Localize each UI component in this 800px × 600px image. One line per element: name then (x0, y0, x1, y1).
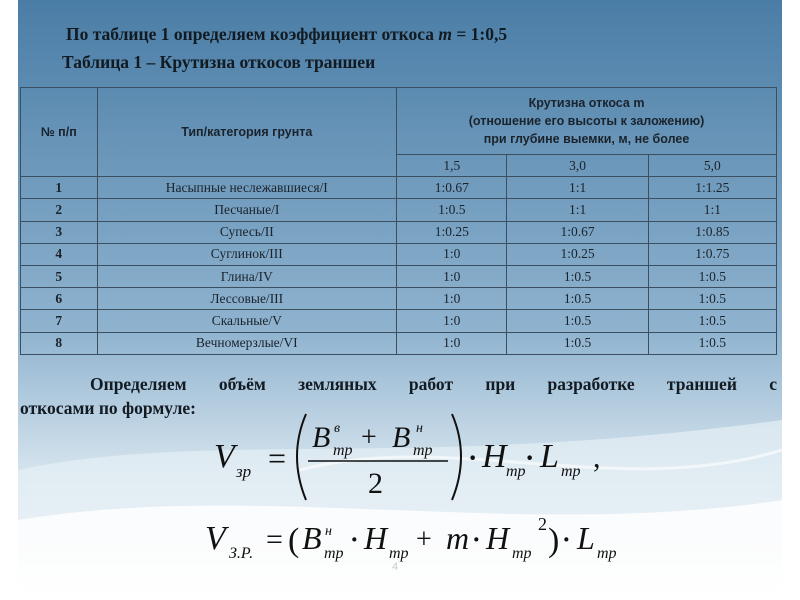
soil-type: Суглинок/III (97, 243, 397, 265)
row-number: 1 (21, 177, 98, 199)
f2-dot2: · (472, 525, 481, 554)
slope-value: 1:0.25 (397, 221, 507, 243)
f1-B1-sup: в (334, 421, 341, 436)
f1-dot1: · (468, 443, 478, 474)
f2-L-sub: тр (597, 545, 617, 562)
f1-V-sub: зр (236, 462, 252, 481)
f1-B1: B (312, 421, 331, 454)
slope-value: 1:0.25 (507, 243, 648, 265)
col-soil-header: Тип/категория грунта (97, 88, 397, 177)
slope-value: 1:0.5 (648, 265, 776, 287)
f1-B2-sub: тр (413, 442, 433, 459)
soil-type: Вечномерзлые/VI (97, 332, 397, 354)
slope-value: 1:0 (397, 265, 507, 287)
row-number: 5 (21, 265, 98, 287)
slope-value: 1:0.5 (507, 310, 648, 332)
intro-line-2: откосами по формуле: (20, 398, 197, 418)
formula-2 (205, 514, 617, 562)
f1-H-sub: тр (506, 463, 526, 480)
f1-L-sub: тр (561, 463, 581, 480)
f2-dot3: · (562, 525, 571, 554)
heading-value: = 1:0,5 (451, 24, 508, 44)
f2-m: m (446, 520, 470, 556)
table-caption: Таблица 1 – Крутизна откосов траншеи (62, 52, 376, 72)
f2-V: V (205, 520, 226, 557)
page-number: 4 (392, 561, 399, 573)
slope-value: 1:0.5 (507, 332, 648, 354)
slope-header-line-3: при глубине выемки, м, не более (483, 132, 690, 146)
slope-value: 1:1 (507, 177, 648, 199)
slope-value: 1:0.85 (648, 221, 776, 243)
f2-B: B (302, 520, 322, 556)
f1-right-paren (452, 414, 461, 500)
slope-value: 1:0.5 (648, 288, 776, 310)
slope-value: 1:1.25 (648, 177, 776, 199)
f2-H1: H (364, 520, 388, 556)
row-number: 6 (21, 288, 98, 310)
formula-1 (214, 414, 601, 500)
soil-type: Супесь/II (97, 221, 397, 243)
f1-denominator: 2 (368, 467, 383, 500)
f1-plus: + (361, 422, 377, 453)
f2-plus: + (416, 524, 432, 555)
f2-H2-sup: 2 (538, 514, 547, 534)
slope-header-line-2: (отношение его высоты к заложению) (468, 114, 705, 128)
f1-L: L (540, 438, 559, 475)
slope-value: 1:0.67 (507, 221, 648, 243)
f2-H2-sub: тр (512, 545, 532, 562)
slope-value: 1:0 (397, 332, 507, 354)
depth-cell: 1,5 (397, 155, 507, 177)
f1-H: H (482, 438, 507, 475)
col-number-header: № п/п (21, 88, 98, 177)
slope-value: 1:1 (648, 199, 776, 221)
slope-value: 1:0.5 (397, 199, 507, 221)
soil-type: Скальные/V (97, 310, 397, 332)
f1-left-paren (297, 414, 306, 500)
f1-B2-sup: н (416, 421, 423, 436)
f2-eq: = (266, 523, 283, 556)
f2-lparen: ( (288, 522, 300, 559)
depth-cell: 5,0 (648, 155, 776, 177)
f1-B2: B (392, 421, 411, 454)
f1-V: V (214, 438, 235, 475)
slope-value: 1:0.67 (397, 177, 507, 199)
f1-comma: , (593, 441, 601, 474)
slope-value: 1:0.5 (507, 265, 648, 287)
slope-value: 1:1 (507, 199, 648, 221)
slope-header-line-1: Крутизна откоса m (528, 96, 645, 110)
heading-variable: m (438, 24, 452, 44)
f2-B-sup: н (325, 524, 332, 539)
slope-value: 1:0 (397, 243, 507, 265)
soil-type: Песчаные/I (97, 199, 397, 221)
slope-value: 1:0 (397, 310, 507, 332)
f1-dot2: · (525, 443, 535, 474)
intro-line-1: Определяем объём земляных работ при разработке траншей с (90, 374, 777, 394)
slope-value: 1:0.5 (648, 332, 776, 354)
f2-rparen: ) (548, 522, 560, 559)
f1-B1-sub: тр (333, 442, 353, 459)
f2-H2: H (486, 520, 510, 556)
slope-value: 1:0.75 (648, 243, 776, 265)
heading-prefix: По таблице 1 определяем коэффициент откоса (66, 24, 439, 44)
row-number: 8 (21, 332, 98, 354)
slope-value: 1:0 (397, 288, 507, 310)
soil-type: Насыпные неслежавшиеся/I (97, 177, 397, 199)
soil-type: Лессовые/III (97, 288, 397, 310)
f2-L: L (577, 520, 595, 556)
depth-cell: 3,0 (507, 155, 648, 177)
soil-type: Глина/IV (97, 265, 397, 287)
f2-H1-sub: тр (389, 545, 409, 562)
slope-value: 1:0.5 (648, 310, 776, 332)
row-number: 4 (21, 243, 98, 265)
row-number: 2 (21, 199, 98, 221)
slope-value: 1:0.5 (507, 288, 648, 310)
row-number: 3 (21, 221, 98, 243)
f2-V-sub: З.Р. (229, 545, 254, 562)
f2-dot1: · (350, 525, 359, 554)
row-number: 7 (21, 310, 98, 332)
f1-eq: = (268, 440, 287, 476)
f2-B-sub: тр (324, 545, 344, 562)
